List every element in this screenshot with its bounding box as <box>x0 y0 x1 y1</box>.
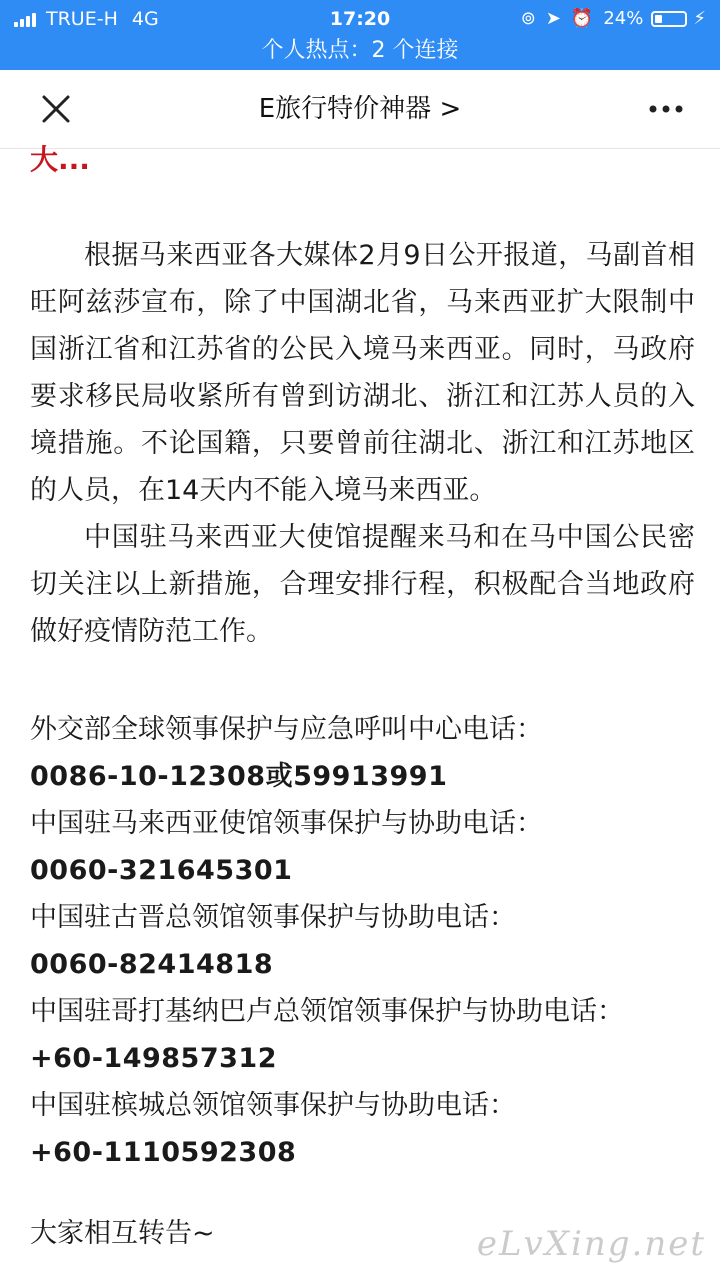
paragraph: 根据马来西亚各大媒体2月9日公开报道，马副首相旺阿兹莎宣布，除了中国湖北省，马来西亚扩大限制中国浙江省和江苏省的公民入境马来西亚。同时，马政府要求移民局收紧所有曾到访湖北、浙江和江苏人员的入境措施。不论国籍，只要曾前往湖北、浙江和江苏地区的人员，在14天内不能入境马来西亚。 <box>30 240 695 506</box>
contact-label: 中国驻槟城总领馆领事保护与协助电话： <box>30 1090 516 1121</box>
charging-icon: ⚡ <box>693 8 706 29</box>
contact-number[interactable]: 0060-321645301 <box>30 855 293 886</box>
article-content <box>30 140 695 1257</box>
status-time: 17:20 <box>329 8 391 30</box>
watermark: eLvXing.net <box>476 1224 706 1264</box>
contact-label: 中国驻哥打基纳巴卢总领馆领事保护与协助电话： <box>30 996 624 1027</box>
more-icon[interactable] <box>646 95 686 123</box>
alarm-icon: ⏰ <box>570 8 594 29</box>
hotspot-banner[interactable]: 个人热点：2 个连接 <box>261 38 459 63</box>
nav-bar <box>0 70 720 149</box>
page-title[interactable]: E旅行特价神器 > <box>258 94 462 124</box>
contact-number[interactable]: +60-1110592308 <box>30 1137 297 1168</box>
battery-icon <box>651 11 687 27</box>
highlight-fragment: 大... <box>30 143 90 176</box>
network-type: 4G <box>131 8 159 30</box>
closing-text: 大家相互转告~ <box>30 1218 215 1249</box>
contact-label: 中国驻马来西亚使馆领事保护与协助电话： <box>30 808 543 839</box>
paragraph: 中国驻马来西亚大使馆提醒来马和在马中国公民密切关注以上新措施，合理安排行程，积极配合当地政府做好疫情防范工作。 <box>30 522 695 647</box>
contact-number[interactable]: 0060-82414818 <box>30 949 274 980</box>
contact-label: 中国驻古晋总领馆领事保护与协助电话： <box>30 902 516 933</box>
contact-list <box>30 706 695 1176</box>
contact-number[interactable]: 0086-10-12308或59913991 <box>30 761 448 792</box>
carrier-name: TRUE-H <box>46 8 118 30</box>
contact-label: 外交部全球领事保护与应急呼叫中心电话： <box>30 714 543 745</box>
battery-percent: 24% <box>603 8 644 29</box>
status-bar <box>0 0 720 70</box>
contact-number[interactable]: +60-149857312 <box>30 1043 277 1074</box>
location-icon: ➤ <box>545 8 561 29</box>
rotation-lock-icon: ⊚ <box>520 8 536 29</box>
